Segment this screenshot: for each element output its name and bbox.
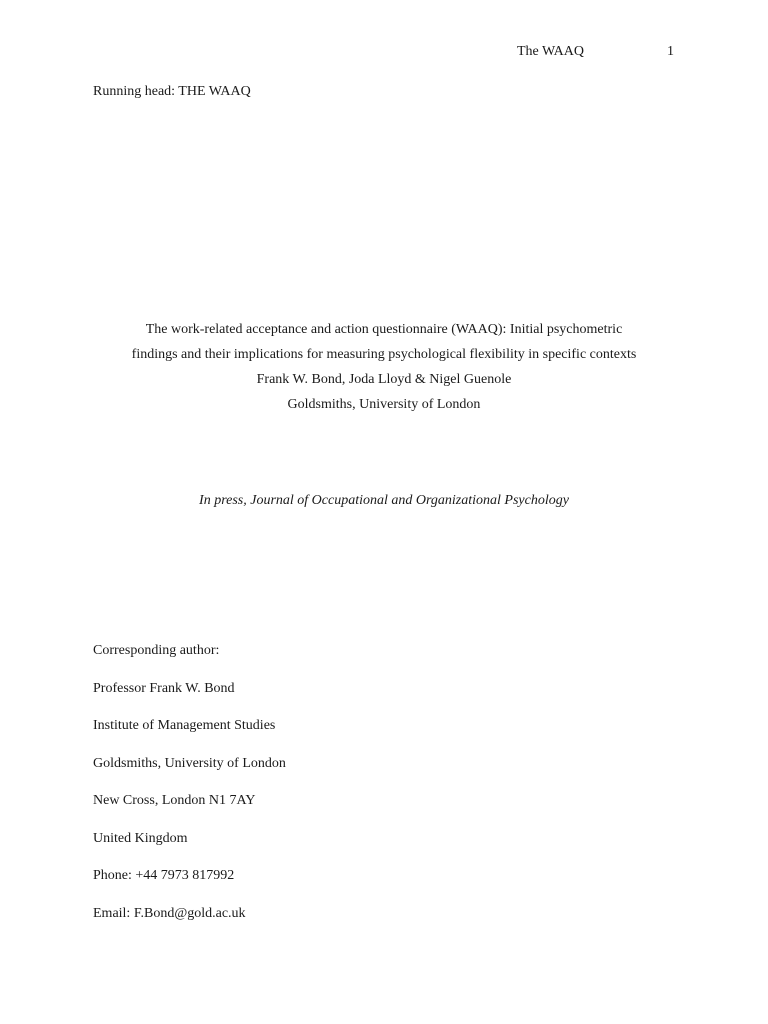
paper-title-line-2: findings and their implications for measuring psychological flexibility in specific contexts [131,347,637,362]
correspondence-address: New Cross, London N1 7AY [93,793,256,808]
correspondence-name: Professor Frank W. Bond [93,680,235,696]
author-list: Frank W. Bond, Joda Lloyd & Nigel Guenole [256,372,512,387]
affiliation: Goldsmiths, University of London [287,397,481,412]
paper-title-line-1: The work-related acceptance and action questionnaire (WAAQ): Initial psychometric [145,322,623,337]
publication-status: In press, Journal of Occupational and Organizational Psychology [199,493,569,508]
correspondence-country: United Kingdom [93,830,188,846]
correspondence-institute: Institute of Management Studies [93,718,276,733]
title-block [0,317,768,417]
correspondence-email: Email: F.Bond@gold.ac.uk [93,905,246,921]
running-head: Running head: THE WAAQ [93,84,251,99]
header-short-title: The WAAQ [517,44,585,59]
correspondence-block [93,642,286,942]
correspondence-label: Corresponding author: [93,643,220,658]
correspondence-phone: Phone: +44 7973 817992 [93,868,235,883]
correspondence-university: Goldsmiths, University of London [93,755,286,771]
page-number: 1 [667,44,674,59]
